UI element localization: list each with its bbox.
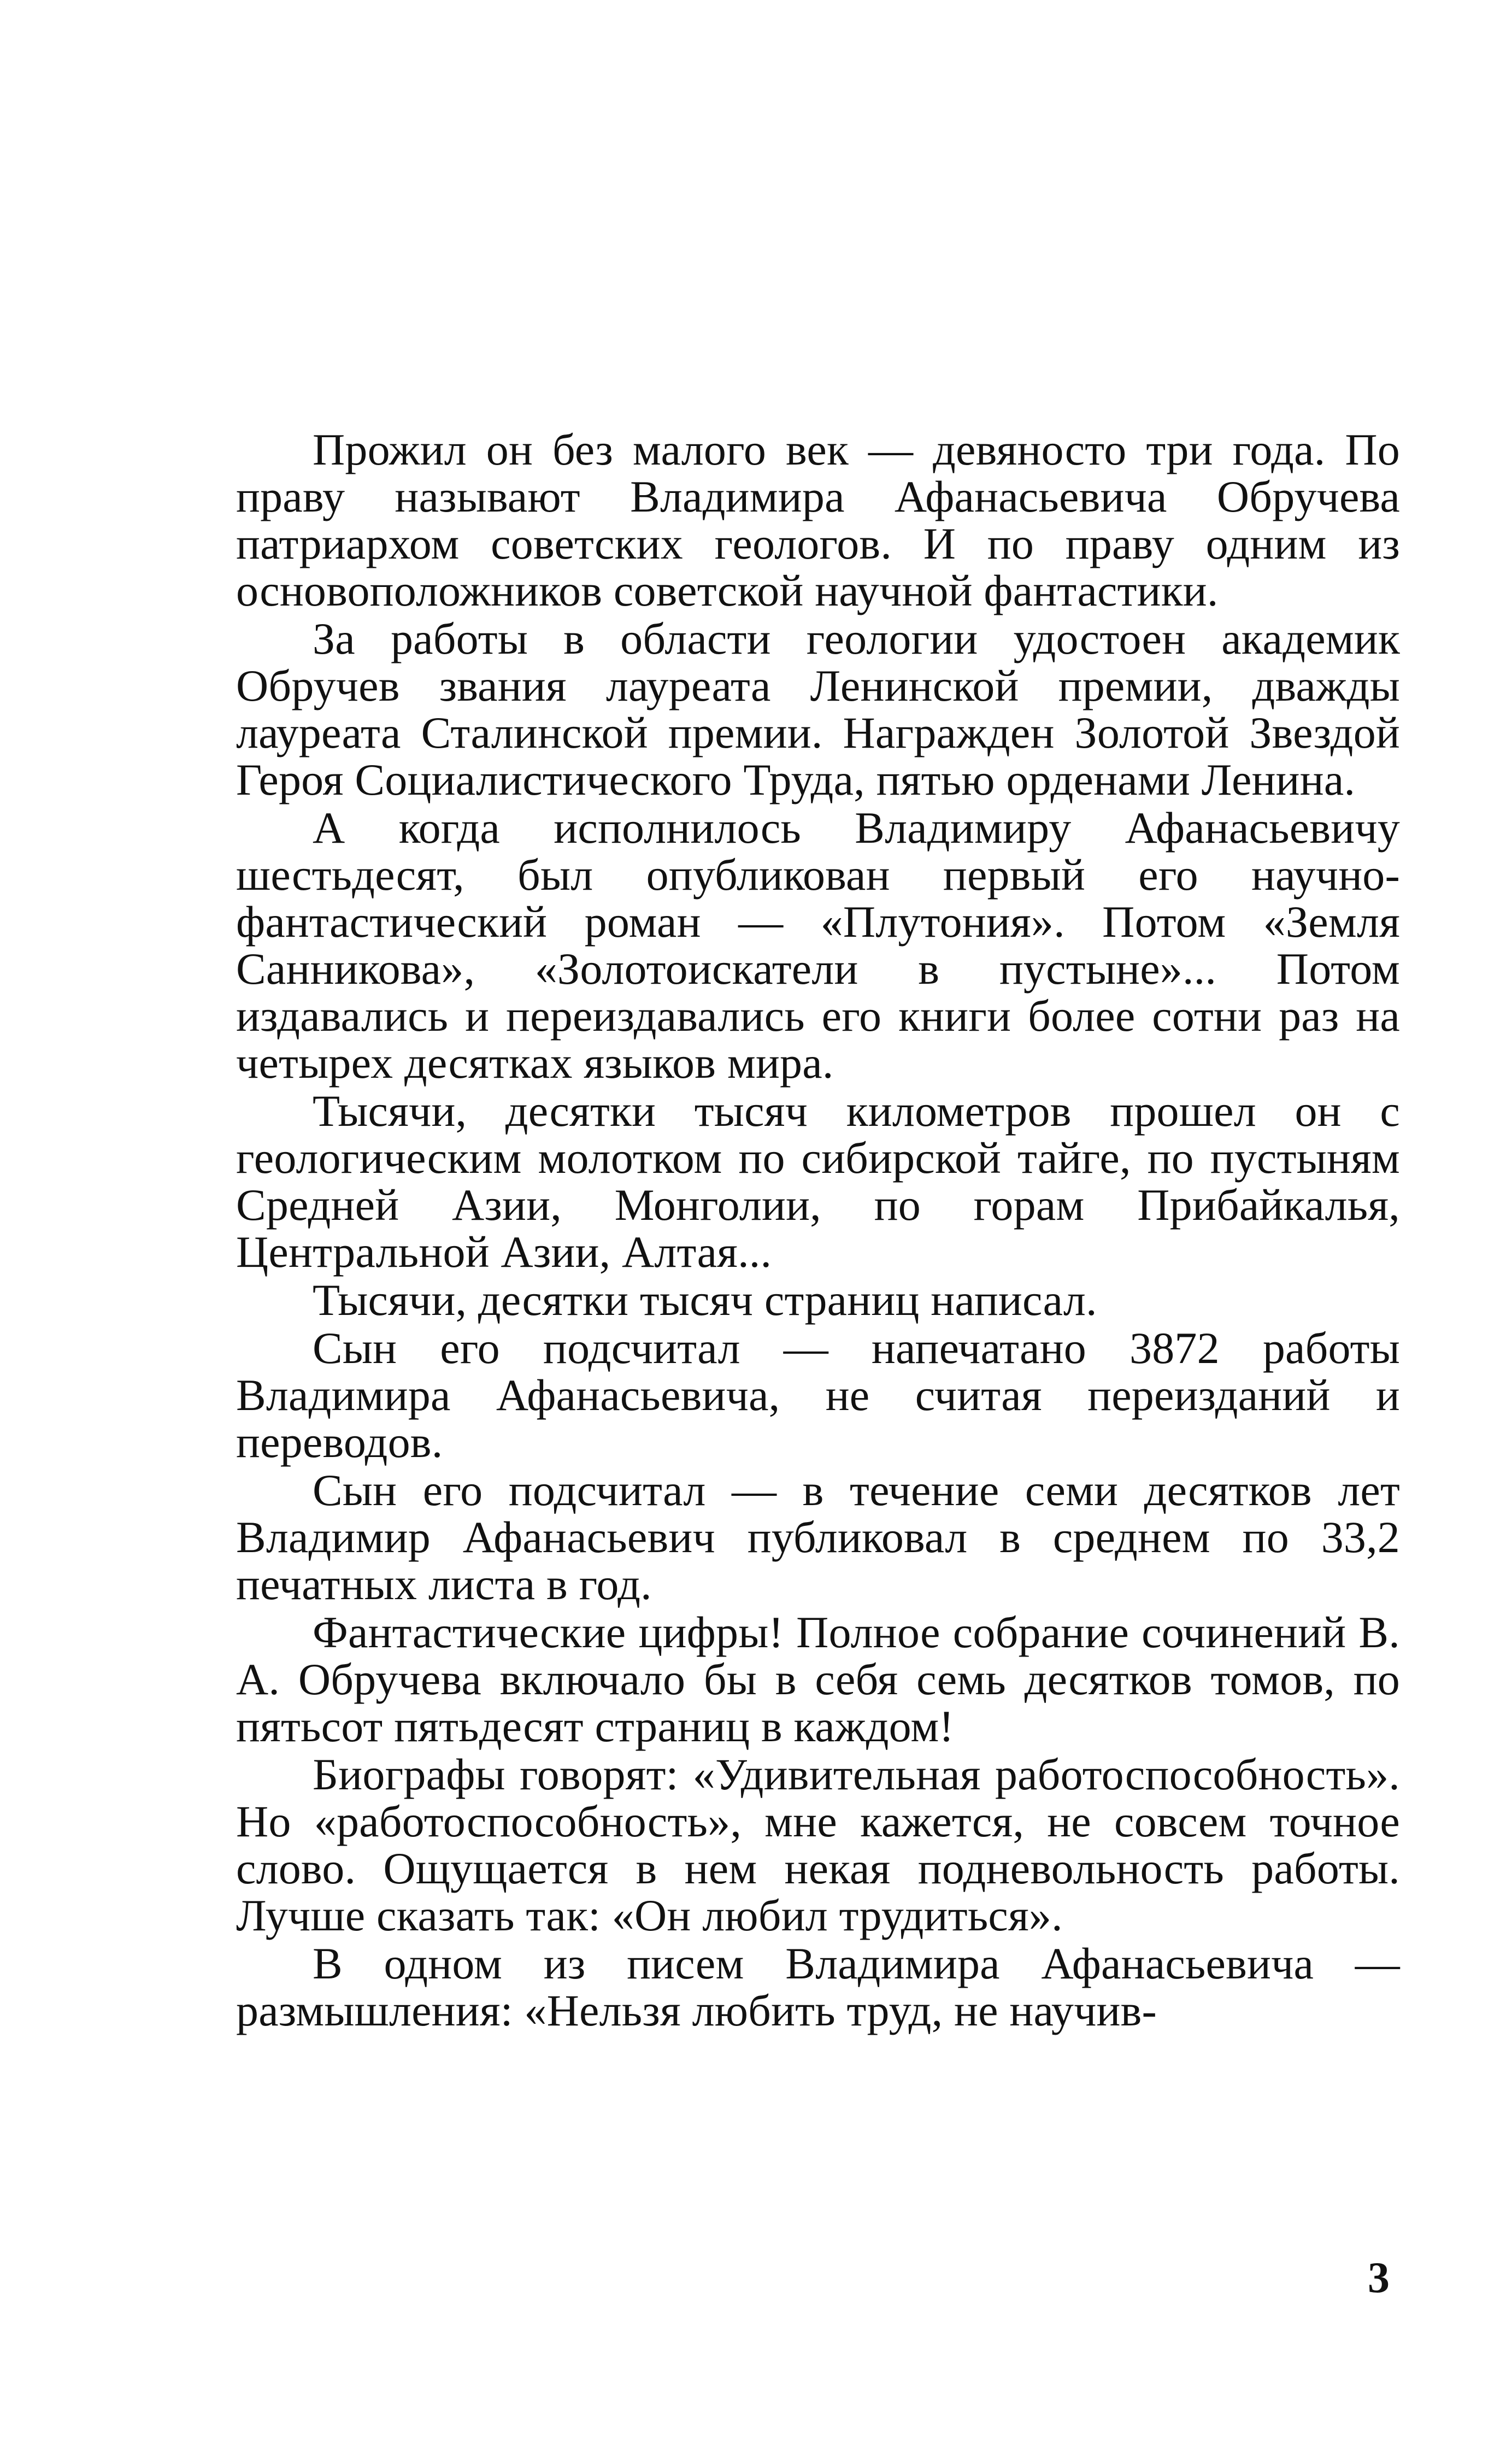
paragraph-2: За работы в области геологии удостоен академик Обручев звания лауреата Ленинской премии, дважды лауреата Сталинской премии. Награжден Золотой Звездой Героя Социалистического Труда, пятью орденами Ленина.: [236, 614, 1400, 804]
paragraph-8: Фантастические цифры! Полное собрание сочинений В. А. Обручева включало бы в себя семь десятков томов, по пятьсот пятьдесят страниц в каждом!: [236, 1607, 1400, 1751]
paragraph-4: Тысячи, десятки тысяч километров прошел он с геологическим молотком по сибирской тайге, по пустыням Средней Азии, Монголии, по горам Прибайкалья, Центральной Азии, Алтая...: [236, 1086, 1400, 1277]
body-text: [236, 426, 1400, 2035]
paragraph-10: В одном из писем Владимира Афанасьевича — размышления: «Нельзя любить труд, не научив-: [236, 1939, 1400, 2035]
page-number: 3: [1368, 2254, 1390, 2302]
paragraph-6: Сын его подсчитал — напечатано 3872 работы Владимира Афанасьевича, не считая переизданий и переводов.: [236, 1323, 1400, 1467]
paragraph-5: Тысячи, десятки тысяч страниц написал.: [313, 1275, 1097, 1325]
paragraph-9: Биографы говорят: «Удивительная работоспособность». Но «работоспособность», мне кажется, не совсем точное слово. Ощущается в нем некая подневольность работы. Лучше сказать так: «Он любил трудиться».: [236, 1749, 1400, 1940]
paragraph-3: А когда исполнилось Владимиру Афанасьевичу шестьдесят, был опубликован первый его научно-фантастический роман — «Плутония». Потом «Земля Санникова», «Золотоискатели в пустыне»... Потом издавались и переиздавались его книги более сотни раз на четырех десятках языков мира.: [236, 803, 1400, 1088]
paragraph-7: Сын его подсчитал — в течение семи десятков лет Владимир Афанасьевич публиковал в среднем по 33,2 печатных листа в год.: [236, 1465, 1400, 1609]
paragraph-1: Прожил он без малого век — девяносто три года. По праву называют Владимира Афанасьевича Обручева патриархом советских геологов. И по праву одним из основоположников советской научной фантастики.: [236, 425, 1400, 615]
